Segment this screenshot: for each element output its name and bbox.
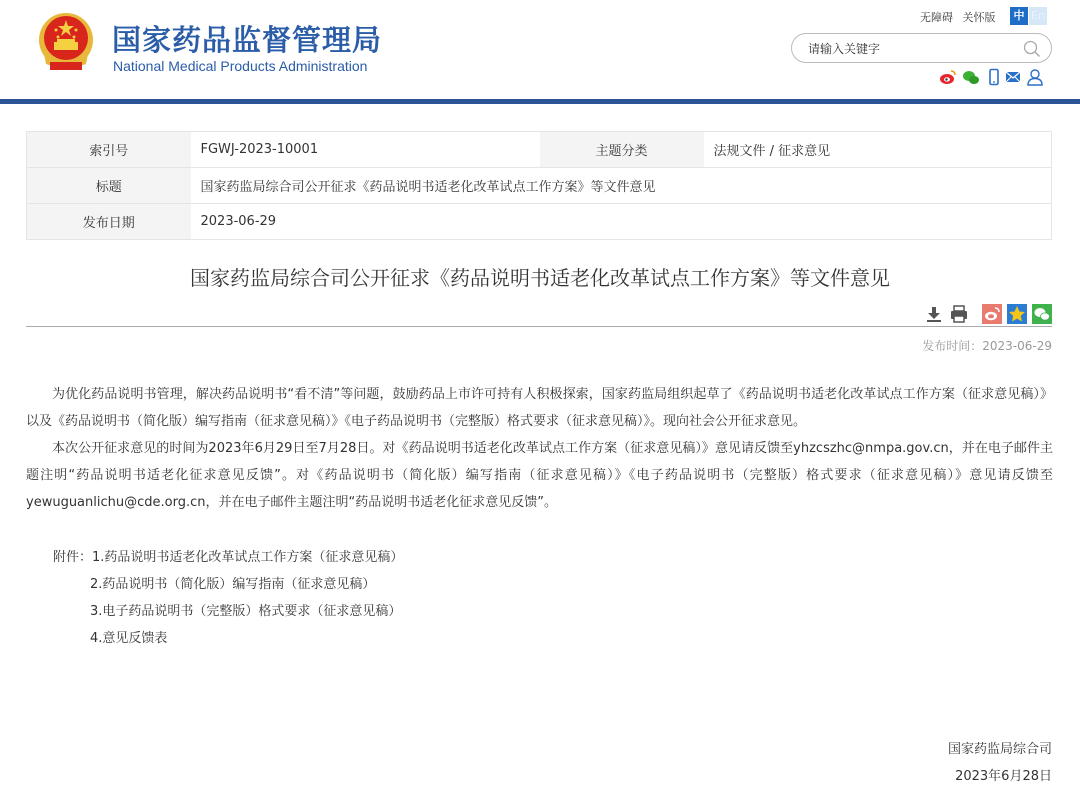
attachment-link[interactable]: 2.药品说明书（简化版）编写指南（征求意见稿） xyxy=(90,577,376,592)
index-value: FGWJ-2023-10001 xyxy=(191,132,540,168)
article-title: 国家药监局综合司公开征求《药品说明书适老化改革试点工作方案》等文件意见 xyxy=(190,266,890,290)
lang-zh-button[interactable]: 中 xyxy=(1010,7,1028,25)
document-meta-table xyxy=(26,131,1052,240)
paragraph: 为优化药品说明书管理，解决药品说明书“看不清”等问题，鼓励药品上市许可持有人积极探索，国家药监局组织起草了《药品说明书适老化改革试点工作方案（征求意见稿）》以及《药品说明书（简化版）编写指南（征求意见稿）》《电子药品说明书（完整版）格式要求（征求意见稿）》。现向社会公开征求意见。 xyxy=(26,387,1053,429)
title-label: 标题 xyxy=(27,168,191,204)
weibo-icon[interactable] xyxy=(939,68,957,86)
mobile-icon[interactable] xyxy=(985,68,1003,86)
site-header xyxy=(0,0,1080,100)
category-value: 法规文件 / 征求意见 xyxy=(704,132,1052,168)
qzone-share-icon[interactable] xyxy=(1007,304,1027,324)
attachment-item xyxy=(53,598,403,625)
wechat-share-icon[interactable] xyxy=(1032,304,1052,324)
download-icon[interactable] xyxy=(924,304,944,324)
mail-icon[interactable] xyxy=(1004,68,1022,86)
care-mode-link[interactable]: 关怀版 xyxy=(962,11,996,24)
paragraph: 本次公开征求意见的时间为2023年6月29日至7月28日。对《药品说明书适老化改革试点工作方案（征求意见稿）》意见请反馈至yhzcszhc@nmpa.gov.cn，并在电子邮件主题注明“药品说明书适老化征求意见反馈”。对《药品说明书（简化版）编写指南（征求意见稿）》《电子药品说明书（完整版）格式要求（征求意见稿）》意见请反馈至yewuguanlichu@cde.org.cn，并在电子邮件主题注明“药品说明书适老化征求意见反馈”。 xyxy=(26,441,1053,510)
print-icon[interactable] xyxy=(949,304,969,324)
signature-org: 国家药监局综合司 xyxy=(947,742,1052,757)
attachment-link[interactable]: 1.药品说明书适老化改革试点工作方案（征求意见稿） xyxy=(92,550,404,565)
meta-row xyxy=(27,168,1052,204)
publish-time: 发布时间：2023-06-29 xyxy=(922,339,1052,353)
attachment-link[interactable]: 3.电子药品说明书（完整版）格式要求（征求意见稿） xyxy=(90,604,402,619)
category-label: 主题分类 xyxy=(540,132,704,168)
weibo-share-icon[interactable] xyxy=(982,304,1002,324)
header-divider xyxy=(0,99,1080,104)
attachment-item xyxy=(53,571,403,598)
signature-date: 2023年6月28日 xyxy=(955,769,1052,784)
signature xyxy=(948,736,1052,789)
title-value: 国家药监局综合司公开征求《药品说明书适老化改革试点工作方案》等文件意见 xyxy=(191,168,1052,204)
meta-row xyxy=(27,132,1052,168)
date-label: 发布日期 xyxy=(27,204,191,240)
lang-en-button[interactable]: En xyxy=(1029,7,1047,25)
wechat-icon[interactable] xyxy=(962,68,980,86)
attachment-link[interactable]: 4.意见反馈表 xyxy=(90,631,168,646)
article-divider xyxy=(26,326,1052,327)
attachment-item xyxy=(53,544,403,571)
user-icon[interactable] xyxy=(1026,68,1044,86)
attachments-list xyxy=(53,544,403,652)
search-icon[interactable] xyxy=(1023,40,1041,58)
national-emblem-icon xyxy=(36,12,96,74)
index-label: 索引号 xyxy=(27,132,191,168)
date-value: 2023-06-29 xyxy=(191,204,1052,240)
search-input[interactable] xyxy=(808,40,1008,58)
accessibility-link[interactable]: 无障碍 xyxy=(920,11,953,24)
site-title-en: National Medical Products Administration xyxy=(113,58,368,74)
attachments-label: 附件： xyxy=(53,550,93,565)
article-body xyxy=(26,381,1053,516)
meta-row xyxy=(27,204,1052,240)
attachment-item xyxy=(53,625,403,652)
top-links xyxy=(920,9,1002,25)
site-title-cn: 国家药品监督管理局 xyxy=(112,23,383,57)
search-box xyxy=(791,33,1052,63)
